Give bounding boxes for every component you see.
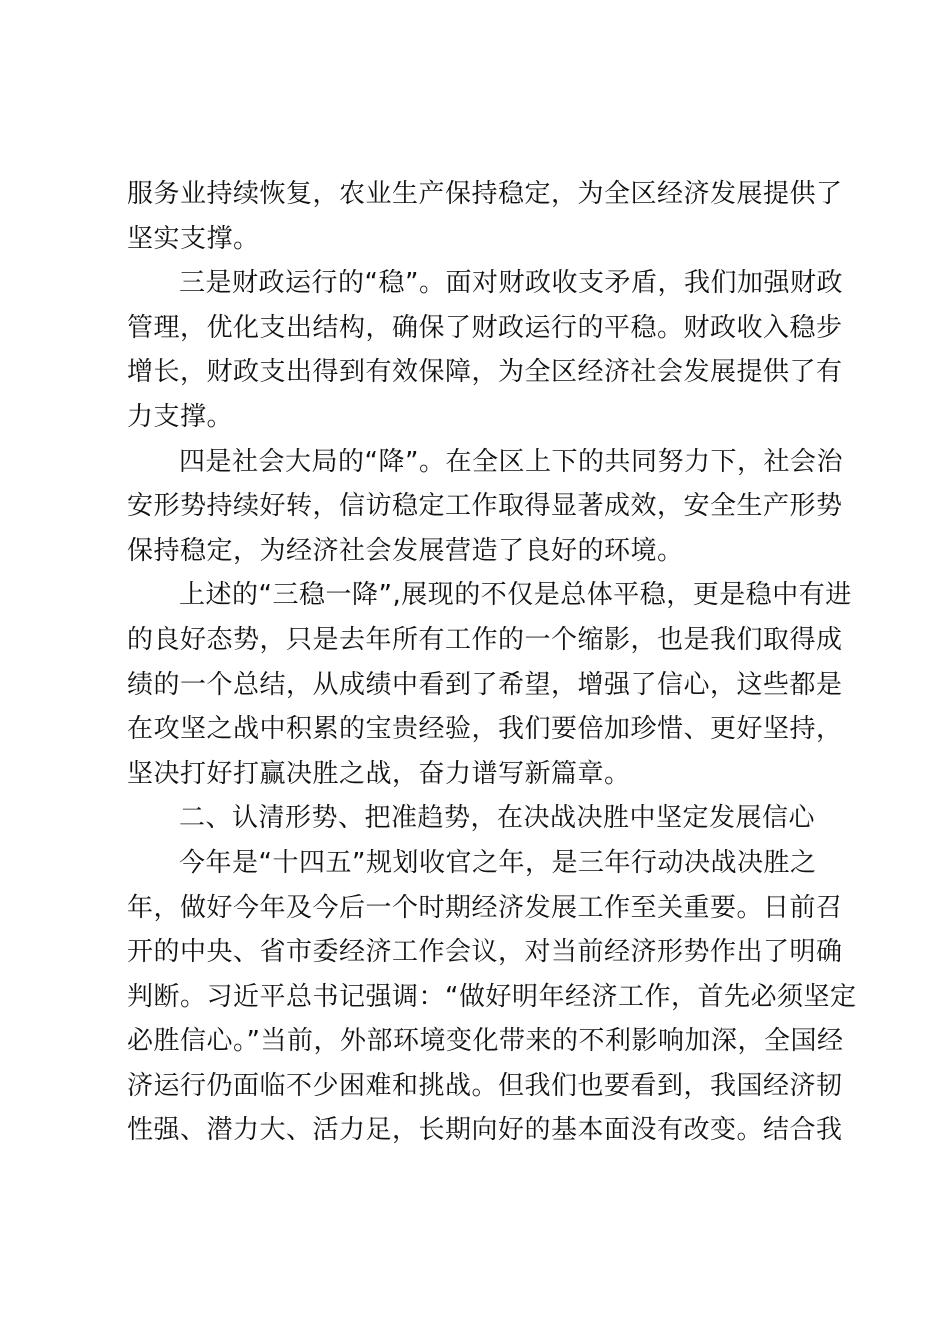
text-line: 的良好态势，只是去年所有工作的一个缩影，也是我们取得成: [127, 624, 843, 655]
text-line: 增长，财政支出得到有效保障，为全区经济社会发展提供了有: [127, 357, 843, 388]
text-line: 三是财政运行的“稳”。面对财政收支矛盾，我们加强财政: [179, 268, 843, 299]
document-body: [127, 172, 857, 1153]
text-line: 必胜信心。”当前，外部环境变化带来的不利影响加深，全国经: [127, 1026, 844, 1057]
text-line: 绩的一个总结，从成绩中看到了希望，增强了信心，这些都是: [127, 669, 843, 700]
text-line: 服务业持续恢复，农业生产保持稳定，为全区经济发展提供了: [127, 179, 843, 209]
text-line: 力支撑。: [127, 401, 234, 432]
text-line: 坚决打好打赢决胜之战，奋力谱写新篇章。: [127, 758, 631, 789]
text-line: 坚实支撑。: [127, 223, 260, 254]
text-line: 性强、潜力大、活力足，长期向好的基本面没有改变。结合我: [127, 1115, 843, 1146]
text-line: 开的中央、省市委经济工作会议，对当前经济形势作出了明确: [127, 937, 843, 968]
text-line: 四是社会大局的“降”。在全区上下的共同努力下，社会治: [179, 446, 843, 477]
text-line: 在攻坚之战中积累的宝贵经验，我们要倍加珍惜、更好坚持，: [127, 714, 843, 745]
text-line: 上述的“三稳一降”,展现的不仅是总体平稳，更是稳中有进: [179, 580, 852, 611]
text-line: 判断。习近平总书记强调：“做好明年经济工作，首先必须坚定: [127, 981, 857, 1012]
text-line: 安形势持续好转，信访稳定工作取得显著成效，安全生产形势: [127, 491, 843, 522]
text-line: 保持稳定，为经济社会发展营造了良好的环境。: [127, 535, 684, 566]
text-line: 二、认清形势、把准趋势，在决战决胜中坚定发展信心: [179, 803, 816, 834]
text-line: 今年是“十四五”规划收官之年，是三年行动决战决胜之: [179, 847, 817, 878]
text-line: 年，做好今年及今后一个时期经济发展工作至关重要。日前召: [127, 892, 843, 923]
text-line: 济运行仍面临不少困难和挑战。但我们也要看到，我国经济韧: [127, 1070, 843, 1101]
text-line: 管理，优化支出结构，确保了财政运行的平稳。财政收入稳步: [127, 312, 843, 343]
